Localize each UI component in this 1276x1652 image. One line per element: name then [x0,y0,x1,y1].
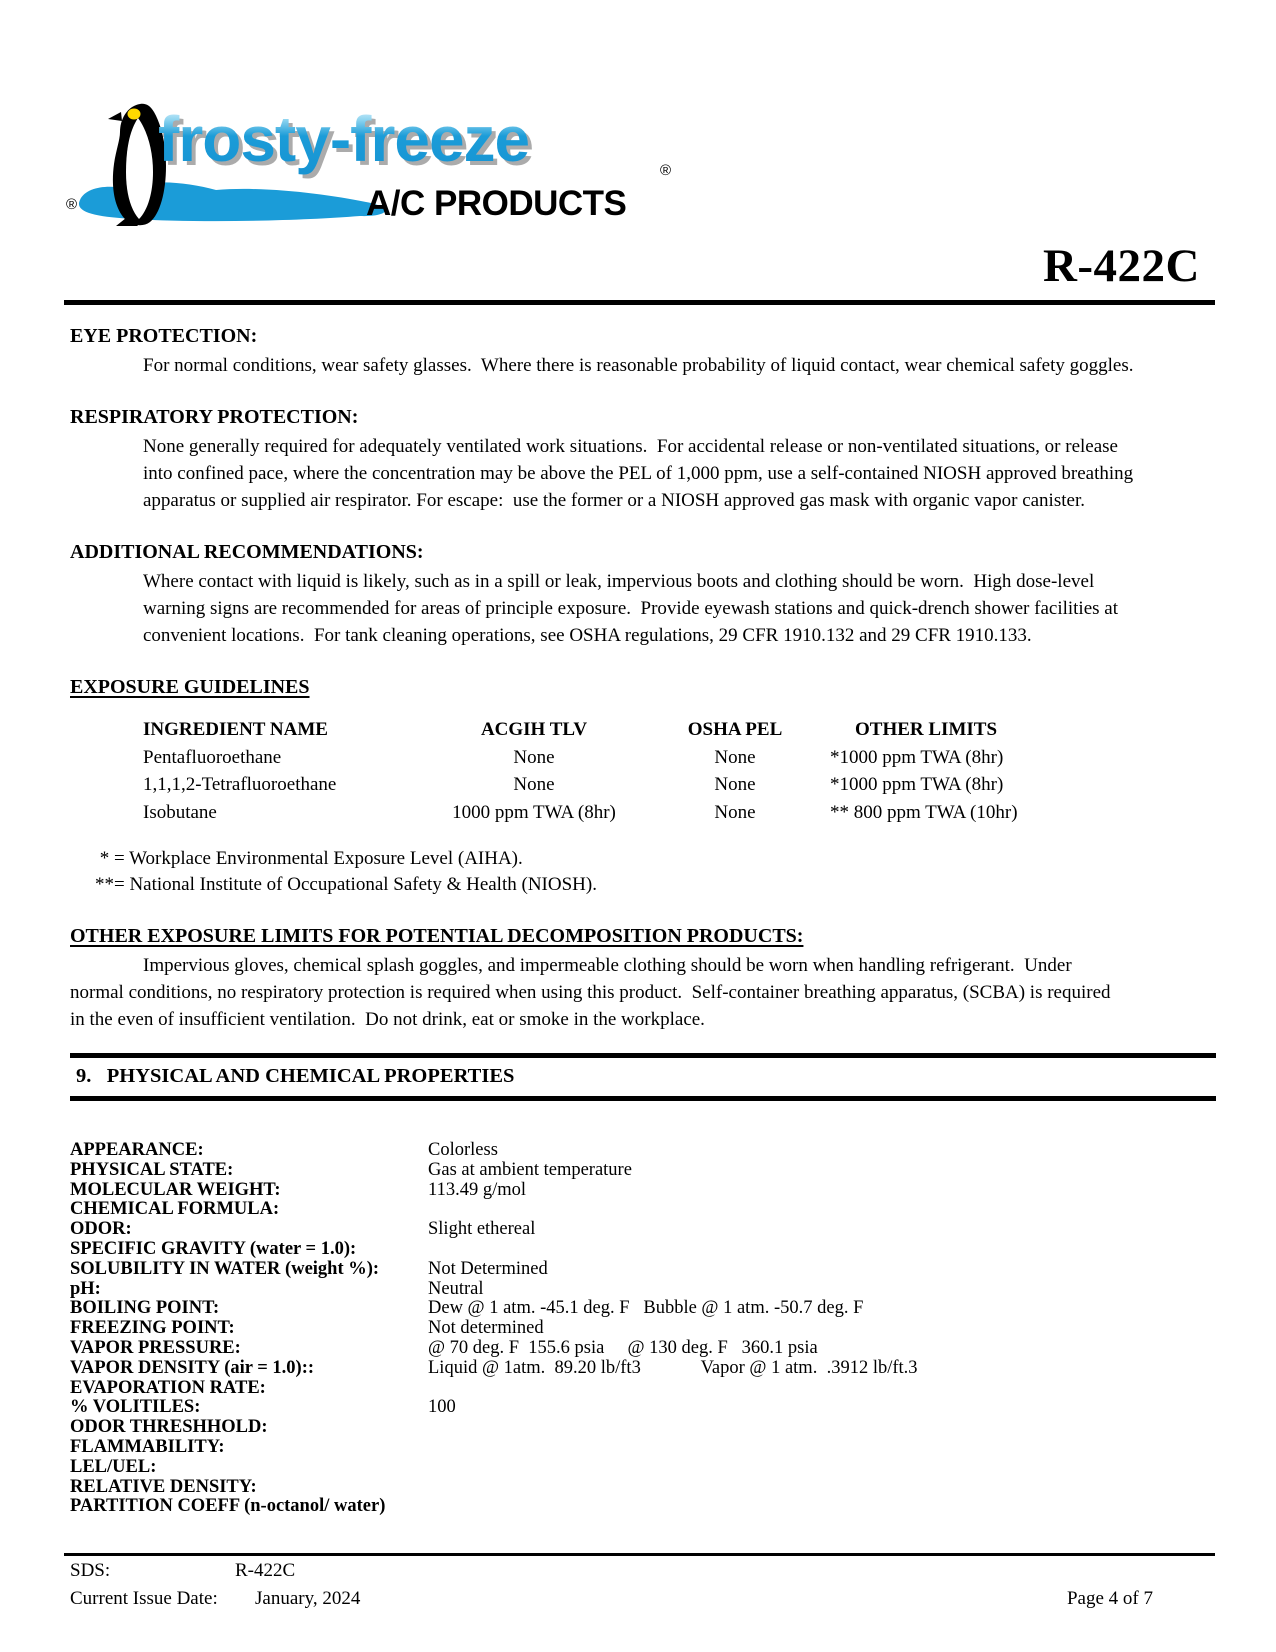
sds-value: R-422C [235,1560,296,1581]
property-label: SOLUBILITY IN WATER (weight %): [70,1258,380,1279]
property-row [70,1240,1216,1260]
property-value: 113.49 g/mol [428,1179,526,1200]
property-row [70,1141,1216,1161]
property-value: Neutral [428,1278,484,1299]
heading-physical-chemical-properties: 9. PHYSICAL AND CHEMICAL PROPERTIES [76,1065,515,1087]
property-row [70,1181,1216,1201]
page-number: Page 4 of 7 [1066,1588,1153,1609]
table-cell: None [714,746,756,768]
property-row [70,1438,1216,1458]
table-cell: None [513,746,555,768]
document-header [0,0,1276,305]
property-value: Liquid @ 1atm. 89.20 lb/ft3 Vapor @ 1 atm. .3912 lb/ft.3 [428,1357,918,1378]
property-label: pH: [70,1278,101,1299]
property-value: Dew @ 1 atm. -45.1 deg. F Bubble @ 1 atm. -50.7 deg. F [428,1298,864,1319]
table-header-osha-pel: OSHA PEL [687,719,783,740]
logo-registered-mark: ® [66,196,78,213]
property-label: BOILING POINT: [70,1298,220,1319]
property-row [70,1299,1216,1319]
property-value: Gas at ambient temperature [428,1159,632,1180]
property-label: VAPOR DENSITY (air = 1.0):: [70,1357,315,1378]
property-label: FLAMMABILITY: [70,1436,225,1457]
table-cell: 1,1,1,2-Tetrafluoroethane [143,774,337,795]
table-header-acgih-tlv: ACGIH TLV [480,719,588,740]
section-9-banner [70,1053,1216,1101]
property-row [70,1418,1216,1438]
property-row [70,1260,1216,1280]
property-label: VAPOR PRESSURE: [70,1337,241,1358]
eye-protection-text: For normal conditions, wear safety glasses. Where there is reasonable probability of liquid contact, wear chemical safety goggles. [143,355,1134,376]
heading-other-exposure-limits: OTHER EXPOSURE LIMITS FOR POTENTIAL DECOMPOSITION PRODUCTS: [70,925,804,947]
footnote-aiha: * = Workplace Environmental Exposure Level (AIHA). [95,848,523,869]
property-value: Slight ethereal [428,1219,536,1240]
property-label: SPECIFIC GRAVITY (water = 1.0): [70,1238,357,1259]
additional-recommendations-text: Where contact with liquid is likely, such as in a spill or leak, impervious boots and clothing should be worn. High dose-level warning signs are recommended for areas of principle exposure. Provide eyewash stations and quick-drench shower facilities at convenient locations. For tank cleaning operations, see OSHA regulations, 29 CFR 1910.132 and 29 CFR 1910.133. [143,571,1123,646]
header-divider [64,300,1215,305]
table-header-ingredient-name: INGREDIENT NAME [143,719,328,740]
property-row [70,1200,1216,1220]
heading-exposure-guidelines: EXPOSURE GUIDELINES [70,676,310,698]
property-label: % VOLITILES: [70,1397,201,1418]
table-cell: 1000 ppm TWA (8hr) [452,801,616,823]
property-row [70,1319,1216,1339]
property-row [70,1497,1216,1517]
property-label: LEL/UEL: [70,1456,157,1477]
brand-wordmark: frosty-freeze [158,103,530,175]
property-label: PHYSICAL STATE: [70,1159,234,1180]
other-exposure-limits-text: Impervious gloves, chemical splash goggles, and impermeable clothing should be worn when handling refrigerant. Under normal conditions, no respiratory protection is required when using this product. Self-container breathing apparatus, (SCBA) is required in the even of insufficient ventilation. Do not drink, eat or smoke in the workplace. [70,955,1116,1030]
table-cell: None [714,801,756,823]
frosty-freeze-logo [66,100,706,230]
property-value: Colorless [428,1140,498,1160]
exposure-guidelines-table [143,716,1216,826]
property-row [70,1379,1216,1399]
property-label: RELATIVE DENSITY: [70,1476,257,1497]
property-label: CHEMICAL FORMULA: [70,1199,280,1220]
table-cell: *1000 ppm TWA (8hr) [830,774,1004,795]
table-cell: None [714,774,756,795]
section-divider-bottom [70,1096,1216,1101]
property-row [70,1478,1216,1498]
property-label: ODOR: [70,1219,132,1240]
table-cell: *1000 ppm TWA (8hr) [830,746,1004,768]
product-title: R-422C [1042,240,1200,292]
property-value: 100 [428,1397,456,1418]
table-cell: Isobutane [143,801,217,823]
document-footer [0,1553,1276,1612]
property-value: Not Determined [428,1258,548,1279]
property-value: Not determined [428,1318,544,1339]
respiratory-protection-text: None generally required for adequately ventilated work situations. For accidental release or non-ventilated situations, or release into confined pace, where the concentration may be above the PEL of 1,000 ppm, use a self-contained NIOSH approved breathing apparatus or supplied air respirator. For escape: use the former or a NIOSH approved gas mask with organic vapor canister. [143,436,1138,511]
footnote-niosh: **= National Institute of Occupational Safety & Health (NIOSH). [95,874,597,895]
document-body [0,323,1276,1517]
property-label: APPEARANCE: [70,1140,204,1160]
issue-date-value: January, 2024 [255,1588,361,1609]
table-cell: Pentafluoroethane [143,746,282,768]
property-label: MOLECULAR WEIGHT: [70,1179,281,1200]
issue-date [70,1586,360,1612]
heading-additional-recommendations: ADDITIONAL RECOMMENDATIONS: [70,541,424,563]
property-label: ODOR THRESHHOLD: [70,1417,268,1438]
property-row [70,1220,1216,1240]
physical-properties-list [70,1141,1216,1517]
property-label: FREEZING POINT: [70,1318,235,1339]
brand-subtitle: A/C PRODUCTS [366,184,627,223]
property-value: @ 70 deg. F 155.6 psia @ 130 deg. F 360.1 psia [428,1337,818,1358]
table-header-other-limits: OTHER LIMITS [855,719,998,740]
property-row [70,1280,1216,1300]
table-cell: None [513,774,555,795]
heading-respiratory-protection: RESPIRATORY PROTECTION: [70,406,359,428]
table-footnotes [95,846,1216,898]
heading-eye-protection: EYE PROTECTION: [70,325,258,347]
footer-sds-line [0,1556,1276,1584]
table-cell: ** 800 ppm TWA (10hr) [830,801,1018,823]
property-row [70,1359,1216,1379]
sds-label: SDS: [70,1560,111,1581]
property-label: PARTITION COEFF (n-octanol/ water) [70,1496,386,1517]
issue-date-label: Current Issue Date: [70,1588,218,1609]
brand-registered-mark: ® [660,162,672,179]
footer-date-line [0,1584,1276,1612]
property-row [70,1339,1216,1359]
property-row [70,1458,1216,1478]
property-row [70,1398,1216,1418]
property-label: EVAPORATION RATE: [70,1377,266,1398]
property-row [70,1161,1216,1181]
